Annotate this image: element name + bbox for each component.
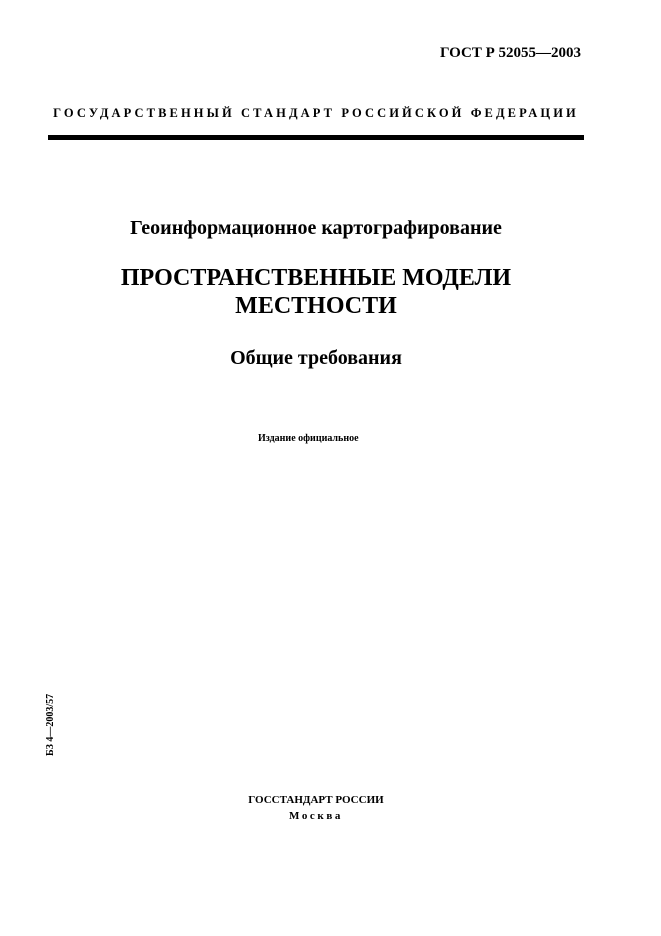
document-number: ГОСТ Р 52055—2003 <box>439 45 581 61</box>
side-code: БЗ 4—2003/57 <box>45 693 56 756</box>
standard-header: ГОСУДАРСТВЕННЫЙ СТАНДАРТ РОССИЙСКОЙ ФЕДЕРАЦИИ <box>53 106 579 120</box>
publication-city: Москва <box>289 810 343 822</box>
series-title: Геоинформационное картографирование <box>130 217 502 239</box>
main-title-line-2: МЕСТНОСТИ <box>235 293 397 319</box>
publisher: ГОССТАНДАРТ РОССИИ <box>248 794 384 806</box>
main-title-line-1: ПРОСТРАНСТВЕННЫЕ МОДЕЛИ <box>120 265 512 291</box>
subtitle: Общие требования <box>230 347 402 369</box>
header-rule <box>48 135 584 140</box>
main-title <box>0 264 632 320</box>
edition-note: Издание официальное <box>258 433 359 444</box>
